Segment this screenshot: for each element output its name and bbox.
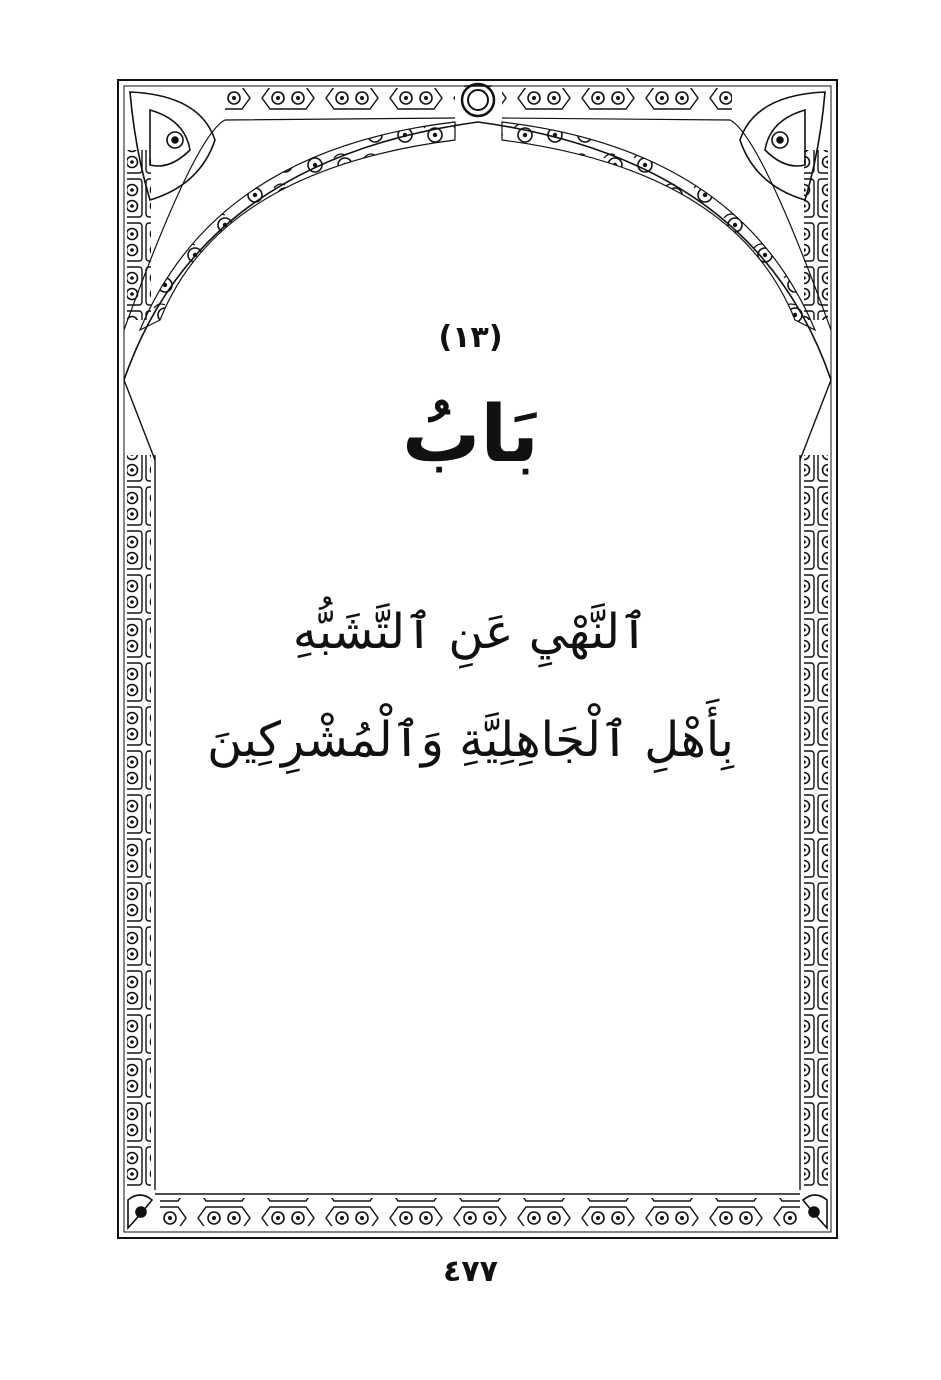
chapter-subtitle-line-1: ٱلنَّهْيِ عَنِ ٱلتَّشَبُّهِ [292, 604, 649, 660]
chapter-title: بَابُ [402, 390, 539, 480]
page-number: ٤٧٧ [443, 1254, 498, 1289]
chapter-subtitle-line-2: بِأَهْلِ ٱلْجَاهِلِيَّةِ وَٱلْمُشْرِكِينَ [207, 712, 734, 768]
chapter-number: (١٣) [438, 320, 503, 355]
